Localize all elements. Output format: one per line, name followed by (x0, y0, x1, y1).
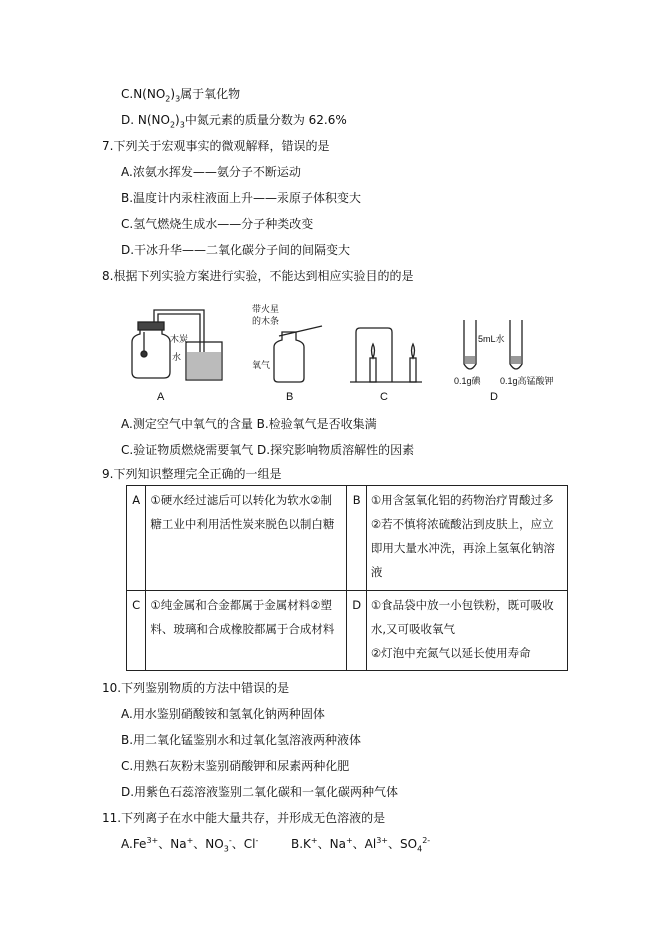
figure-label-c: C (380, 391, 388, 403)
table-cell-text: ②灯泡中充氮气以延长使用寿命 (370, 645, 531, 660)
figure-a-apparatus (132, 310, 222, 380)
q9-stem: 9.下列知识整理完全正确的一组是 (102, 467, 282, 481)
table-row (127, 486, 568, 591)
table-cell: ①纯金属和合金都属于金属材料②塑料、玻璃和合成橡胶都属于合成材料 (146, 590, 347, 670)
q11-stem: 11.下列离子在水中能大量共存，并形成无色溶液的是 (102, 811, 386, 825)
table-cell-label: A (127, 486, 146, 591)
figure-label-yangqi: 氧气 (252, 360, 271, 370)
figure-label-gaomengsuanjia: 0.1g高锰酸钾 (500, 376, 554, 386)
figure-label-daihuoxing: 带火星 (252, 304, 280, 314)
q8-options-ab: A.测定空气中氧气的含量 B.检验氧气是否收集满 (121, 417, 377, 431)
q6-option-d: D. $N(NO_2)_3$中氮元素的质量分数为 62.6% (121, 113, 347, 130)
q7-option-a: A.浓氨水挥发——氨分子不断运动 (121, 165, 301, 179)
figure-label-a: A (157, 391, 165, 403)
q8-experiment-figure (124, 292, 554, 412)
table-cell-label: C (127, 590, 146, 670)
figure-d-apparatus (464, 320, 522, 369)
figure-label-muta: 木炭 (170, 334, 189, 344)
table-cell-label: D (347, 590, 366, 670)
figure-label-shui: 水 (172, 352, 182, 362)
q10-option-b: B.用二氧化锰鉴别水和过氧化氢溶液两种液体 (121, 733, 362, 747)
q6-option-c: $C.N(NO_2)_3$属于氧化物 (121, 87, 241, 104)
table-cell (366, 486, 567, 591)
q10-stem: 10.下列鉴别物质的方法中错误的是 (102, 681, 290, 695)
q10-option-c: C.用熟石灰粉末鉴别硝酸钾和尿素两种化肥 (121, 759, 350, 773)
table-cell-text: ①用含氢氧化铝的药物治疗胃酸过多 (370, 493, 554, 507)
q10-option-a: A.用水鉴别硝酸铵和氢氧化钠两种固体 (121, 707, 325, 721)
figure-b-apparatus (274, 326, 322, 382)
q7-option-c: C.氢气燃烧生成水——分子种类改变 (121, 217, 314, 231)
table-cell: ①硬水经过滤后可以转化为软水②制糖工业中利用活性炭来脱色以制白糖 (146, 486, 347, 591)
figure-label-5ml: 5mL水 (478, 334, 505, 344)
table-cell-label: B (347, 486, 366, 591)
q10-option-d: D.用紫色石蕊溶液鉴别二氧化碳和一氧化碳两种气体 (121, 785, 399, 799)
q11-option-a: $A.Fe^{3+}$、Na+、$NO_3^-$、Cl- (121, 836, 259, 854)
figure-label-d: D (490, 391, 498, 403)
figure-label-b: B (286, 391, 294, 403)
figure-c-apparatus (350, 328, 422, 382)
q8-stem: 8.根据下列实验方案进行实验，不能达到相应实验目的的是 (102, 269, 414, 283)
table-cell-text: ②若不慎将浓硫酸沾到皮肤上，应立即用大量水冲洗，再涂上氢氧化钠溶液 (370, 517, 555, 579)
figure-label-mutiao: 的木条 (252, 316, 280, 326)
q11-option-b: B.K+、Na+、$Al^{3+}$、$SO_4^{2-}$ (291, 836, 431, 854)
q7-option-b: B.温度计内汞柱液面上升——汞原子体积变大 (121, 191, 362, 205)
q7-option-d: D.干冰升华——二氧化碳分子间的间隔变大 (121, 243, 351, 257)
q9-knowledge-table (126, 485, 568, 671)
table-cell-text: ①食品袋中放一小包铁粉，既可吸收水,又可吸收氧气 (370, 597, 554, 636)
q7-stem: 7.下列关于宏观事实的微观解释，错误的是 (102, 139, 330, 153)
figure-label-dian: 0.1g碘 (454, 376, 481, 386)
table-row (127, 590, 568, 670)
table-cell (366, 590, 567, 670)
q8-options-cd: C.验证物质燃烧需要氧气 D.探究影响物质溶解性的因素 (121, 443, 415, 457)
